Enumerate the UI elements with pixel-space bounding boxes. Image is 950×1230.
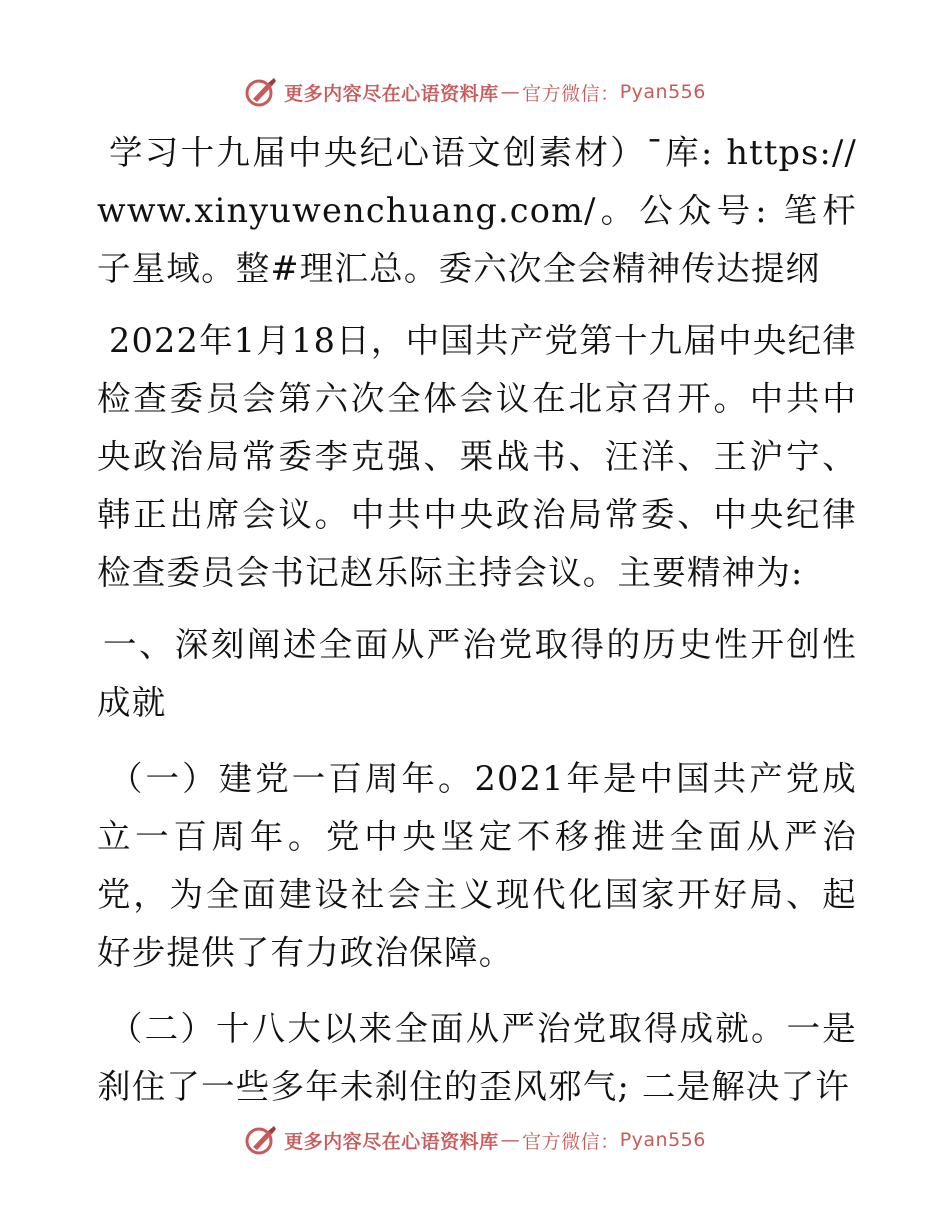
watermark-main-text: 更多内容尽在心语资料库 <box>284 1130 499 1153</box>
pen-logo-icon <box>244 1123 278 1157</box>
watermark-separator: — <box>500 1129 521 1151</box>
paragraph-intro: 学习十九届中央纪心语文创素材）¯库: https://www.xinyuwenchuang.com/。公众号: 笔杆子星域。整#理汇总。委六次全会精神传达提纲 <box>97 133 857 288</box>
paragraph-centenary: （一）建党一百周年。2021年是中国共产党成立一百周年。党中央坚定不移推进全面从严治党，为全面建设社会主义现代化国家开好局、起好步提供了有力政治保障。 <box>97 759 857 972</box>
watermark-wechat-id: Pyan556 <box>619 81 706 103</box>
document-body <box>97 124 857 1116</box>
watermark-wechat-id: Pyan556 <box>619 1129 706 1151</box>
watermark-footer <box>0 1120 950 1160</box>
pen-logo-icon <box>244 75 278 109</box>
watermark-sub-text: 官方微信： <box>522 1130 620 1153</box>
paragraph-meeting: 2022年1月18日，中国共产党第十九届中央纪律检查委员会第六次全体会议在北京召开。中共中央政治局常委李克强、栗战书、汪洋、王沪宁、韩正出席会议。中共中央政治局常委、中央纪律检查委员会书记赵乐际主持会议。主要精神为: <box>97 321 857 592</box>
watermark-separator: — <box>500 81 521 103</box>
watermark-header <box>0 72 950 112</box>
section-heading-1: 一、深刻阐述全面从严治党取得的历史性开创性成就 <box>97 625 857 722</box>
paragraph-achievements: （二）十八大以来全面从严治党取得成就。一是刹住了一些多年未刹住的歪风邪气; 二是解决了许 <box>97 1009 857 1106</box>
watermark-sub-text: 官方微信： <box>522 82 620 105</box>
watermark-main-text: 更多内容尽在心语资料库 <box>284 82 499 105</box>
